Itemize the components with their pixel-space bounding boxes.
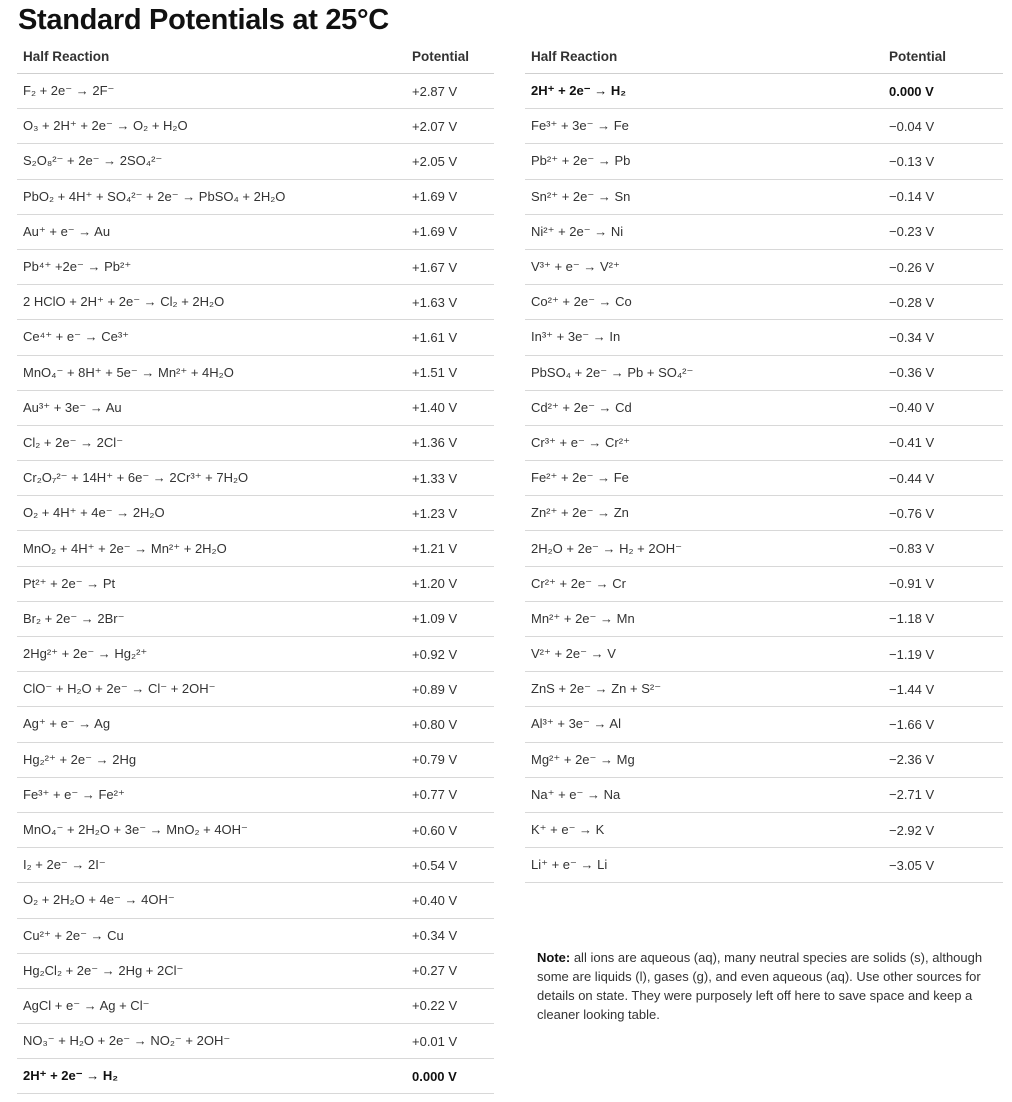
half-reaction-cell: V³⁺ + e⁻ → V²⁺: [525, 249, 883, 284]
page-title: Standard Potentials at 25°C: [18, 4, 389, 36]
table-row: [17, 425, 494, 460]
half-reaction-cell: ZnS + 2e⁻ → Zn + S²⁻: [525, 672, 883, 707]
table-row: [17, 883, 494, 918]
half-reaction-cell: Pb⁴⁺ +2e⁻ → Pb²⁺: [17, 249, 406, 284]
table-row: [17, 672, 494, 707]
potential-cell: +2.05 V: [406, 144, 494, 179]
potential-cell: −0.23 V: [883, 214, 1003, 249]
half-reaction-cell: 2H⁺ + 2e⁻ → H₂: [17, 1059, 406, 1094]
half-reaction-cell: Zn²⁺ + 2e⁻ → Zn: [525, 496, 883, 531]
half-reaction-cell: 2 HClO + 2H⁺ + 2e⁻ → Cl₂ + 2H₂O: [17, 285, 406, 320]
table-row: [525, 109, 1003, 144]
potential-cell: −0.83 V: [883, 531, 1003, 566]
table-row: [525, 812, 1003, 847]
table-row: [17, 812, 494, 847]
table-row: [17, 1059, 494, 1094]
header-potential: Potential: [406, 40, 494, 74]
half-reaction-cell: Cl₂ + 2e⁻ → 2Cl⁻: [17, 425, 406, 460]
potential-cell: +0.40 V: [406, 883, 494, 918]
table-row: [17, 918, 494, 953]
potential-cell: +1.67 V: [406, 249, 494, 284]
half-reaction-cell: PbSO₄ + 2e⁻ → Pb + SO₄²⁻: [525, 355, 883, 390]
half-reaction-cell: Pb²⁺ + 2e⁻ → Pb: [525, 144, 883, 179]
table-row: [17, 848, 494, 883]
half-reaction-cell: Pt²⁺ + 2e⁻ → Pt: [17, 566, 406, 601]
half-reaction-cell: ClO⁻ + H₂O + 2e⁻ → Cl⁻ + 2OH⁻: [17, 672, 406, 707]
table-row: [17, 109, 494, 144]
potential-cell: +0.89 V: [406, 672, 494, 707]
potential-cell: +1.20 V: [406, 566, 494, 601]
table-row: [17, 285, 494, 320]
table-row: [525, 601, 1003, 636]
half-reaction-cell: Ni²⁺ + 2e⁻ → Ni: [525, 214, 883, 249]
table-row: [525, 425, 1003, 460]
potential-cell: +0.22 V: [406, 988, 494, 1023]
table-row: [17, 953, 494, 988]
potential-cell: −0.76 V: [883, 496, 1003, 531]
table-body-left: [17, 74, 494, 1094]
potential-cell: −1.18 V: [883, 601, 1003, 636]
half-reaction-cell: Fe²⁺ + 2e⁻ → Fe: [525, 461, 883, 496]
potential-cell: +1.40 V: [406, 390, 494, 425]
half-reaction-cell: 2Hg²⁺ + 2e⁻ → Hg₂²⁺: [17, 637, 406, 672]
potential-cell: 0.000 V: [406, 1059, 494, 1094]
half-reaction-cell: Al³⁺ + 3e⁻ → Al: [525, 707, 883, 742]
half-reaction-cell: MnO₄⁻ + 8H⁺ + 5e⁻ → Mn²⁺ + 4H₂O: [17, 355, 406, 390]
potential-cell: +2.87 V: [406, 74, 494, 109]
potential-cell: +1.09 V: [406, 601, 494, 636]
potential-cell: −0.40 V: [883, 390, 1003, 425]
table-row: [525, 496, 1003, 531]
table-row: [525, 672, 1003, 707]
half-reaction-cell: O₂ + 4H⁺ + 4e⁻ → 2H₂O: [17, 496, 406, 531]
half-reaction-cell: MnO₄⁻ + 2H₂O + 3e⁻ → MnO₂ + 4OH⁻: [17, 812, 406, 847]
potentials-table-left: [17, 40, 494, 1094]
half-reaction-cell: Mn²⁺ + 2e⁻ → Mn: [525, 601, 883, 636]
table-row: [525, 848, 1003, 883]
potential-cell: +0.01 V: [406, 1024, 494, 1059]
half-reaction-cell: Ce⁴⁺ + e⁻ → Ce³⁺: [17, 320, 406, 355]
potential-cell: −2.92 V: [883, 812, 1003, 847]
half-reaction-cell: Cr³⁺ + e⁻ → Cr²⁺: [525, 425, 883, 460]
table-row: [525, 531, 1003, 566]
potential-cell: −0.91 V: [883, 566, 1003, 601]
potential-cell: +1.33 V: [406, 461, 494, 496]
table-row: [525, 566, 1003, 601]
table-row: [17, 144, 494, 179]
table-row: [525, 355, 1003, 390]
half-reaction-cell: Mg²⁺ + 2e⁻ → Mg: [525, 742, 883, 777]
table-body-right: [525, 74, 1003, 883]
table-row: [525, 777, 1003, 812]
half-reaction-cell: Ag⁺ + e⁻ → Ag: [17, 707, 406, 742]
potential-cell: +0.27 V: [406, 953, 494, 988]
potential-cell: +1.21 V: [406, 531, 494, 566]
half-reaction-cell: Cu²⁺ + 2e⁻ → Cu: [17, 918, 406, 953]
half-reaction-cell: Fe³⁺ + 3e⁻ → Fe: [525, 109, 883, 144]
half-reaction-cell: O₂ + 2H₂O + 4e⁻ → 4OH⁻: [17, 883, 406, 918]
potential-cell: −0.26 V: [883, 249, 1003, 284]
potential-cell: −0.13 V: [883, 144, 1003, 179]
half-reaction-cell: Na⁺ + e⁻ → Na: [525, 777, 883, 812]
table-row: [525, 214, 1003, 249]
potential-cell: +0.92 V: [406, 637, 494, 672]
half-reaction-cell: 2H⁺ + 2e⁻ → H₂: [525, 74, 883, 109]
table-row: [17, 249, 494, 284]
table-row: [525, 461, 1003, 496]
potential-cell: +0.60 V: [406, 812, 494, 847]
half-reaction-cell: In³⁺ + 3e⁻ → In: [525, 320, 883, 355]
potential-cell: −1.66 V: [883, 707, 1003, 742]
potential-cell: +0.79 V: [406, 742, 494, 777]
header-half-reaction: Half Reaction: [525, 40, 883, 74]
potential-cell: −3.05 V: [883, 848, 1003, 883]
potential-cell: +1.51 V: [406, 355, 494, 390]
table-row: [525, 179, 1003, 214]
potential-cell: −0.34 V: [883, 320, 1003, 355]
half-reaction-cell: 2H₂O + 2e⁻ → H₂ + 2OH⁻: [525, 531, 883, 566]
potential-cell: −0.36 V: [883, 355, 1003, 390]
table-row: [17, 355, 494, 390]
half-reaction-cell: S₂O₈²⁻ + 2e⁻ → 2SO₄²⁻: [17, 144, 406, 179]
half-reaction-cell: AgCl + e⁻ → Ag + Cl⁻: [17, 988, 406, 1023]
half-reaction-cell: Fe³⁺ + e⁻ → Fe²⁺: [17, 777, 406, 812]
potential-cell: −0.44 V: [883, 461, 1003, 496]
half-reaction-cell: Cd²⁺ + 2e⁻ → Cd: [525, 390, 883, 425]
potential-cell: −0.14 V: [883, 179, 1003, 214]
table-row: [17, 214, 494, 249]
table-row: [17, 742, 494, 777]
table-row: [17, 707, 494, 742]
table-row: [525, 285, 1003, 320]
half-reaction-cell: Cr²⁺ + 2e⁻ → Cr: [525, 566, 883, 601]
half-reaction-cell: Hg₂²⁺ + 2e⁻ → 2Hg: [17, 742, 406, 777]
table-row: [17, 461, 494, 496]
half-reaction-cell: V²⁺ + 2e⁻ → V: [525, 637, 883, 672]
half-reaction-cell: I₂ + 2e⁻ → 2I⁻: [17, 848, 406, 883]
potential-cell: +2.07 V: [406, 109, 494, 144]
table-row: [17, 390, 494, 425]
table-row: [17, 179, 494, 214]
table-row: [17, 566, 494, 601]
table-row: [525, 249, 1003, 284]
half-reaction-cell: Au³⁺ + 3e⁻ → Au: [17, 390, 406, 425]
half-reaction-cell: Br₂ + 2e⁻ → 2Br⁻: [17, 601, 406, 636]
half-reaction-cell: Co²⁺ + 2e⁻ → Co: [525, 285, 883, 320]
potential-cell: +1.61 V: [406, 320, 494, 355]
half-reaction-cell: Cr₂O₇²⁻ + 14H⁺ + 6e⁻ → 2Cr³⁺ + 7H₂O: [17, 461, 406, 496]
potential-cell: +0.54 V: [406, 848, 494, 883]
table-row: [17, 1024, 494, 1059]
footnote: [537, 948, 999, 1024]
potential-cell: +0.77 V: [406, 777, 494, 812]
table-row: [525, 390, 1003, 425]
half-reaction-cell: K⁺ + e⁻ → K: [525, 812, 883, 847]
potential-cell: 0.000 V: [883, 74, 1003, 109]
half-reaction-cell: Au⁺ + e⁻ → Au: [17, 214, 406, 249]
half-reaction-cell: PbO₂ + 4H⁺ + SO₄²⁻ + 2e⁻ → PbSO₄ + 2H₂O: [17, 179, 406, 214]
table-row: [17, 531, 494, 566]
potential-cell: −0.28 V: [883, 285, 1003, 320]
table-row: [525, 320, 1003, 355]
header-half-reaction: Half Reaction: [17, 40, 406, 74]
note-label: Note:: [537, 950, 571, 965]
potential-cell: +1.69 V: [406, 179, 494, 214]
potential-cell: −1.44 V: [883, 672, 1003, 707]
table-row: [17, 988, 494, 1023]
potential-cell: −0.41 V: [883, 425, 1003, 460]
potential-cell: −2.71 V: [883, 777, 1003, 812]
table-row: [525, 74, 1003, 109]
table-row: [17, 496, 494, 531]
potential-cell: −1.19 V: [883, 637, 1003, 672]
potentials-table-right: [525, 40, 1003, 883]
table-row: [17, 320, 494, 355]
potential-cell: +1.23 V: [406, 496, 494, 531]
potential-cell: −2.36 V: [883, 742, 1003, 777]
potential-cell: +1.63 V: [406, 285, 494, 320]
table-row: [525, 707, 1003, 742]
table-row: [17, 637, 494, 672]
table-row: [17, 777, 494, 812]
half-reaction-cell: F₂ + 2e⁻ → 2F⁻: [17, 74, 406, 109]
half-reaction-cell: Sn²⁺ + 2e⁻ → Sn: [525, 179, 883, 214]
table-row: [17, 601, 494, 636]
table-row: [525, 637, 1003, 672]
potential-cell: −0.04 V: [883, 109, 1003, 144]
table-row: [17, 74, 494, 109]
potential-cell: +1.69 V: [406, 214, 494, 249]
potential-cell: +0.34 V: [406, 918, 494, 953]
half-reaction-cell: Li⁺ + e⁻ → Li: [525, 848, 883, 883]
table-row: [525, 742, 1003, 777]
header-potential: Potential: [883, 40, 1003, 74]
table-header-row: [525, 40, 1003, 74]
table-header-row: [17, 40, 494, 74]
table-row: [525, 144, 1003, 179]
note-text: all ions are aqueous (aq), many neutral species are solids (s), although some are liquids (l), gases (g), and even aqueous (aq). Use other sources for details on state. They were purposely left off here to save space and keep a cleaner looking table.: [537, 950, 983, 1022]
half-reaction-cell: Hg₂Cl₂ + 2e⁻ → 2Hg + 2Cl⁻: [17, 953, 406, 988]
potential-cell: +0.80 V: [406, 707, 494, 742]
potential-cell: +1.36 V: [406, 425, 494, 460]
half-reaction-cell: O₃ + 2H⁺ + 2e⁻ → O₂ + H₂O: [17, 109, 406, 144]
half-reaction-cell: NO₃⁻ + H₂O + 2e⁻ → NO₂⁻ + 2OH⁻: [17, 1024, 406, 1059]
half-reaction-cell: MnO₂ + 4H⁺ + 2e⁻ → Mn²⁺ + 2H₂O: [17, 531, 406, 566]
